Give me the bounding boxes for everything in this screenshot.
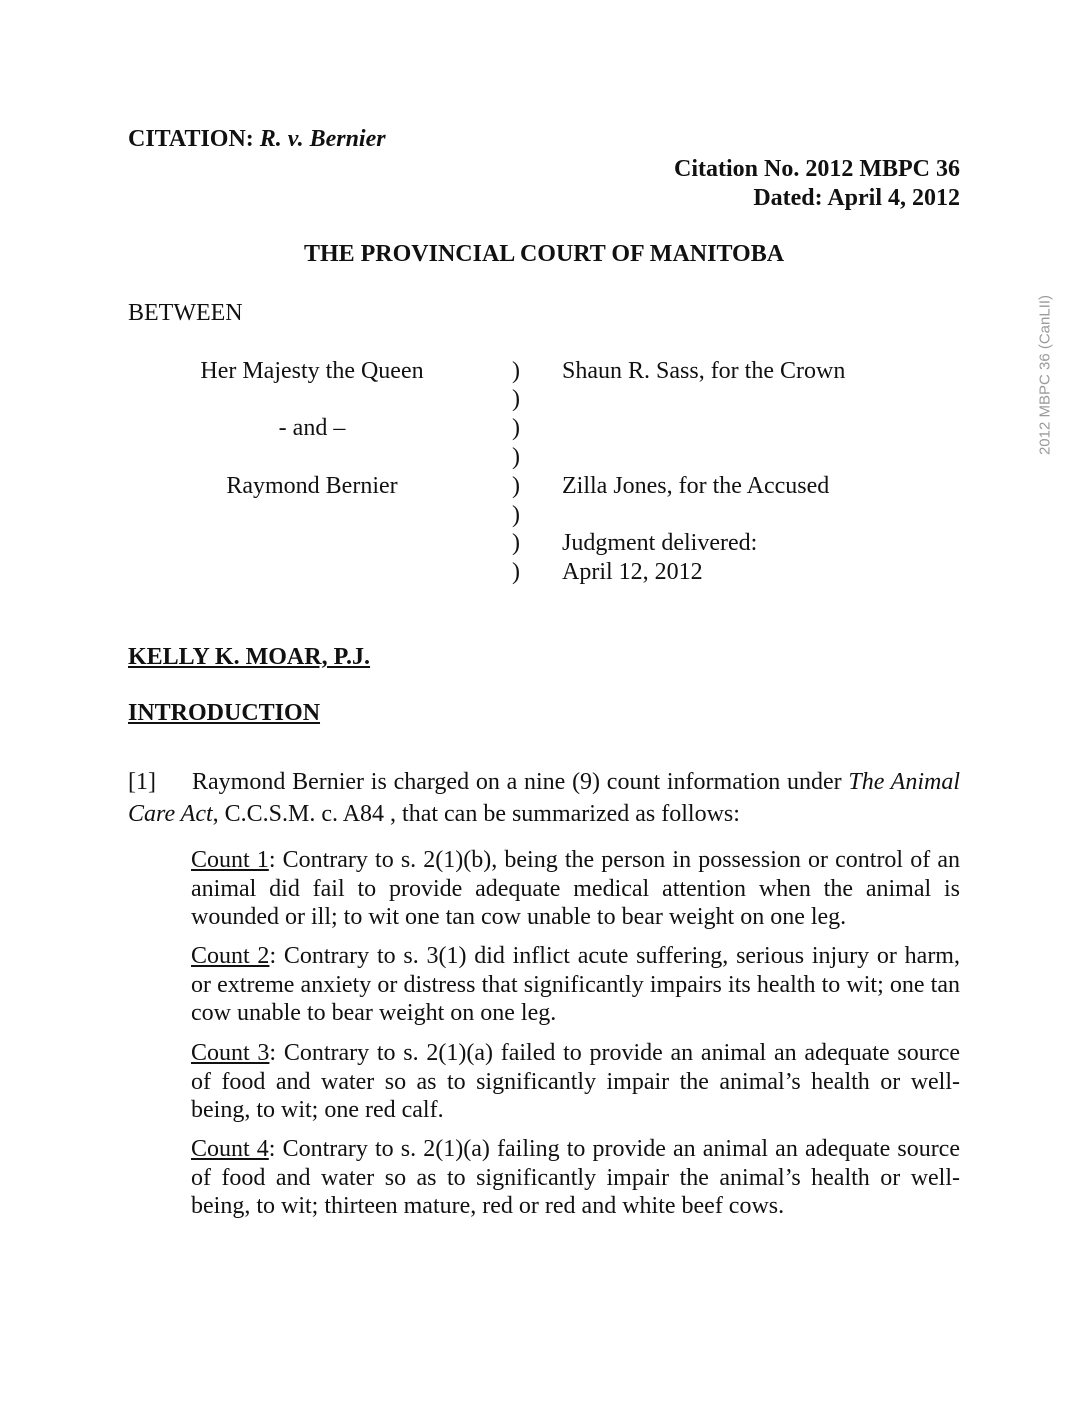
count-label: Count 2 bbox=[191, 943, 270, 969]
court-title: THE PROVINCIAL COURT OF MANITOBA bbox=[303, 241, 785, 267]
paren-2: ) bbox=[512, 386, 520, 412]
party-separator: - and – bbox=[278, 415, 346, 441]
count-text: : Contrary to s. 2(1)(a) failing to provide an animal an adequate source of food and water so as to significantly impair the animal’s health or well-being, to wit; thirteen mature, red or red and white beef cows. bbox=[191, 1136, 960, 1219]
citation-label: CITATION: bbox=[128, 126, 254, 152]
counsel-crown: Shaun R. Sass, for the Crown bbox=[562, 358, 846, 384]
citation-line bbox=[128, 126, 386, 153]
count-text: : Contrary to s. 3(1) did inflict acute suffering, serious injury or harm, or extreme anxiety or distress that significantly impairs its health to wit; one tan cow unable to bear weight on one leg. bbox=[191, 943, 960, 1026]
dated-line: Dated: April 4, 2012 bbox=[753, 185, 960, 211]
count-label: Count 3 bbox=[191, 1040, 270, 1066]
watermark-text: 2012 MBPC 36 (CanLII) bbox=[1036, 294, 1054, 456]
party-accused: Raymond Bernier bbox=[226, 473, 398, 499]
paren-5: ) bbox=[512, 473, 520, 499]
citation-case-name: R. v. Bernier bbox=[259, 126, 386, 152]
paren-1: ) bbox=[512, 358, 520, 384]
paragraph-1 bbox=[128, 766, 960, 830]
paren-6: ) bbox=[512, 502, 520, 528]
paragraph-text-b: , C.C.S.M. c. A84 , that can be summarized as follows: bbox=[212, 801, 740, 827]
count-label: Count 4 bbox=[191, 1136, 269, 1162]
paren-3: ) bbox=[512, 415, 520, 441]
count-label: Count 1 bbox=[191, 847, 269, 873]
section-heading: INTRODUCTION bbox=[128, 700, 321, 726]
canlii-watermark bbox=[1030, 275, 1060, 475]
judgment-date: April 12, 2012 bbox=[562, 559, 703, 585]
count-text: : Contrary to s. 2(1)(a) failed to provide an animal an adequate source of food and water so as to significantly impair the animal’s health or well-being, to wit; one red calf. bbox=[191, 1040, 960, 1123]
count-1 bbox=[191, 846, 960, 932]
count-3 bbox=[191, 1039, 960, 1125]
count-text: : Contrary to s. 2(1)(b), being the person in possession or control of an animal did fail to provide adequate medical attention when the animal is wounded or ill; to wit one tan cow unable to bear weight on one leg. bbox=[191, 847, 960, 930]
act-title: The Animal Care Act bbox=[128, 769, 960, 827]
paragraph-number: [1] bbox=[128, 769, 156, 795]
paren-8: ) bbox=[512, 559, 520, 585]
count-4 bbox=[191, 1135, 960, 1221]
paren-4: ) bbox=[512, 444, 520, 470]
paragraph-text-a: Raymond Bernier is charged on a nine (9) count information under bbox=[192, 769, 849, 795]
counsel-accused: Zilla Jones, for the Accused bbox=[562, 473, 830, 499]
citation-number: Citation No. 2012 MBPC 36 bbox=[674, 156, 960, 182]
party-crown: Her Majesty the Queen bbox=[200, 358, 424, 384]
between-label: BETWEEN bbox=[128, 300, 243, 326]
judgment-delivered-label: Judgment delivered: bbox=[562, 530, 758, 556]
count-2 bbox=[191, 942, 960, 1028]
paren-7: ) bbox=[512, 530, 520, 556]
judge-name: KELLY K. MOAR, P.J. bbox=[128, 644, 371, 670]
